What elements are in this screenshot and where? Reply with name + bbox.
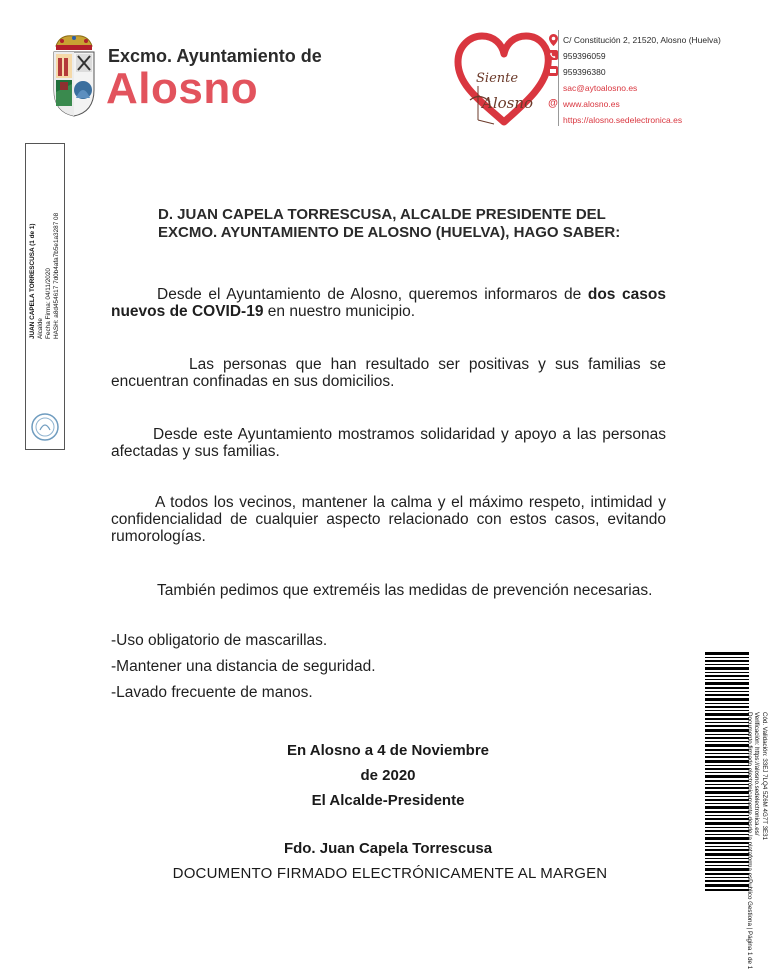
measures-list (111, 632, 376, 710)
svg-text:Siente: Siente (476, 71, 519, 86)
municipal-seal-icon (30, 412, 60, 442)
contact-sede[interactable]: https://alosno.sedelectronica.es (563, 115, 683, 125)
phone-icon (548, 50, 558, 62)
paragraph-5: También pedimos que extreméis las medidas de prevención necesarias. (157, 582, 653, 599)
signature-date: Fecha Firma: 04/11/2020 (45, 268, 52, 339)
contact-email[interactable]: sac@aytoalosno.es (563, 83, 638, 93)
signature-strip (25, 143, 65, 450)
signed-by: Fdo. Juan Capela Torrescusa (283, 840, 493, 857)
paragraph-1-before: Desde el Ayuntamiento de Alosno, queremos informaros de (157, 286, 588, 303)
org-name: Alosno (106, 64, 259, 113)
paragraph-2 (111, 356, 666, 390)
sign-place: En Alosno a 4 de Noviembre (287, 742, 489, 759)
verification-text (746, 712, 769, 969)
paragraph-1-bold: dos casos nuevos de COVID-19 (111, 286, 666, 320)
contact-phone1: 959396059 (563, 51, 606, 61)
sign-year: de 2020 (360, 767, 416, 784)
verification-line2: Verificación: https://alosno.sedelectronica.es/ (753, 712, 761, 836)
signature-block (200, 738, 576, 813)
fax-icon (548, 66, 558, 78)
footer-note: DOCUMENTO FIRMADO ELECTRÓNICAMENTE AL MARGEN (172, 865, 608, 882)
contact-phone2: 959396380 (563, 67, 606, 77)
paragraph-2-text: Las personas que han resultado ser positivas y sus familias se encuentran confinadas en sus domicilios. (111, 356, 666, 390)
verification-line1: Cód. Validación: 33EJ 7LQ4 5Z6M 4G7T 3E31 (761, 712, 768, 841)
contact-address: C/ Constitución 2, 21520, Alosno (Huelva) (563, 35, 721, 45)
contact-web[interactable]: www.alosno.es (563, 99, 620, 109)
signature-hash: HASH: a8d454617 7d0b4afa7b5e1a3287 08 (53, 212, 60, 339)
signer-name: JUAN CAPELA TORRESCUSA (1 de 1) (29, 223, 36, 339)
signature-text (29, 39, 61, 339)
paragraph-4 (111, 494, 666, 545)
map-pin-icon (548, 34, 558, 46)
signer-role: Alcalde (37, 318, 44, 339)
paragraph-1 (111, 286, 666, 320)
validation-barcode (705, 652, 749, 892)
verification-line3: Documento firmado electrónicamente desde la plataforma esPublico Gestiona | Página 1 de 1 (746, 712, 753, 969)
paragraph-3-text: Desde este Ayuntamiento mostramos solidaridad y apoyo a las personas afectadas y sus familias. (111, 426, 666, 460)
at-sign-icon: @ (548, 98, 558, 109)
contact-separator (558, 30, 559, 126)
list-item: -Lavado frecuente de manos. (111, 684, 313, 701)
sign-role: El Alcalde-Presidente (311, 792, 465, 809)
paragraph-4-text: A todos los vecinos, mantener la calma y el máximo respeto, intimidad y confidencialidad de cualquier aspecto relacionado con estos casos, evitando rumorologías. (111, 494, 666, 545)
org-prefix: Excmo. Ayuntamiento de (108, 46, 322, 66)
svg-text:Alosno: Alosno (482, 94, 534, 112)
siente-alosno-logo (452, 30, 554, 128)
paragraph-3 (111, 426, 666, 460)
list-item: -Uso obligatorio de mascarillas. (111, 632, 328, 649)
paragraph-1-after: en nuestro municipio. (263, 303, 416, 320)
document-heading: D. JUAN CAPELA TORRESCUSA, ALCALDE PRESIDENTE DEL EXCMO. AYUNTAMIENTO DE ALOSNO (HUELVA), HAGO SABER: (158, 206, 621, 241)
list-item: -Mantener una distancia de seguridad. (111, 658, 376, 675)
